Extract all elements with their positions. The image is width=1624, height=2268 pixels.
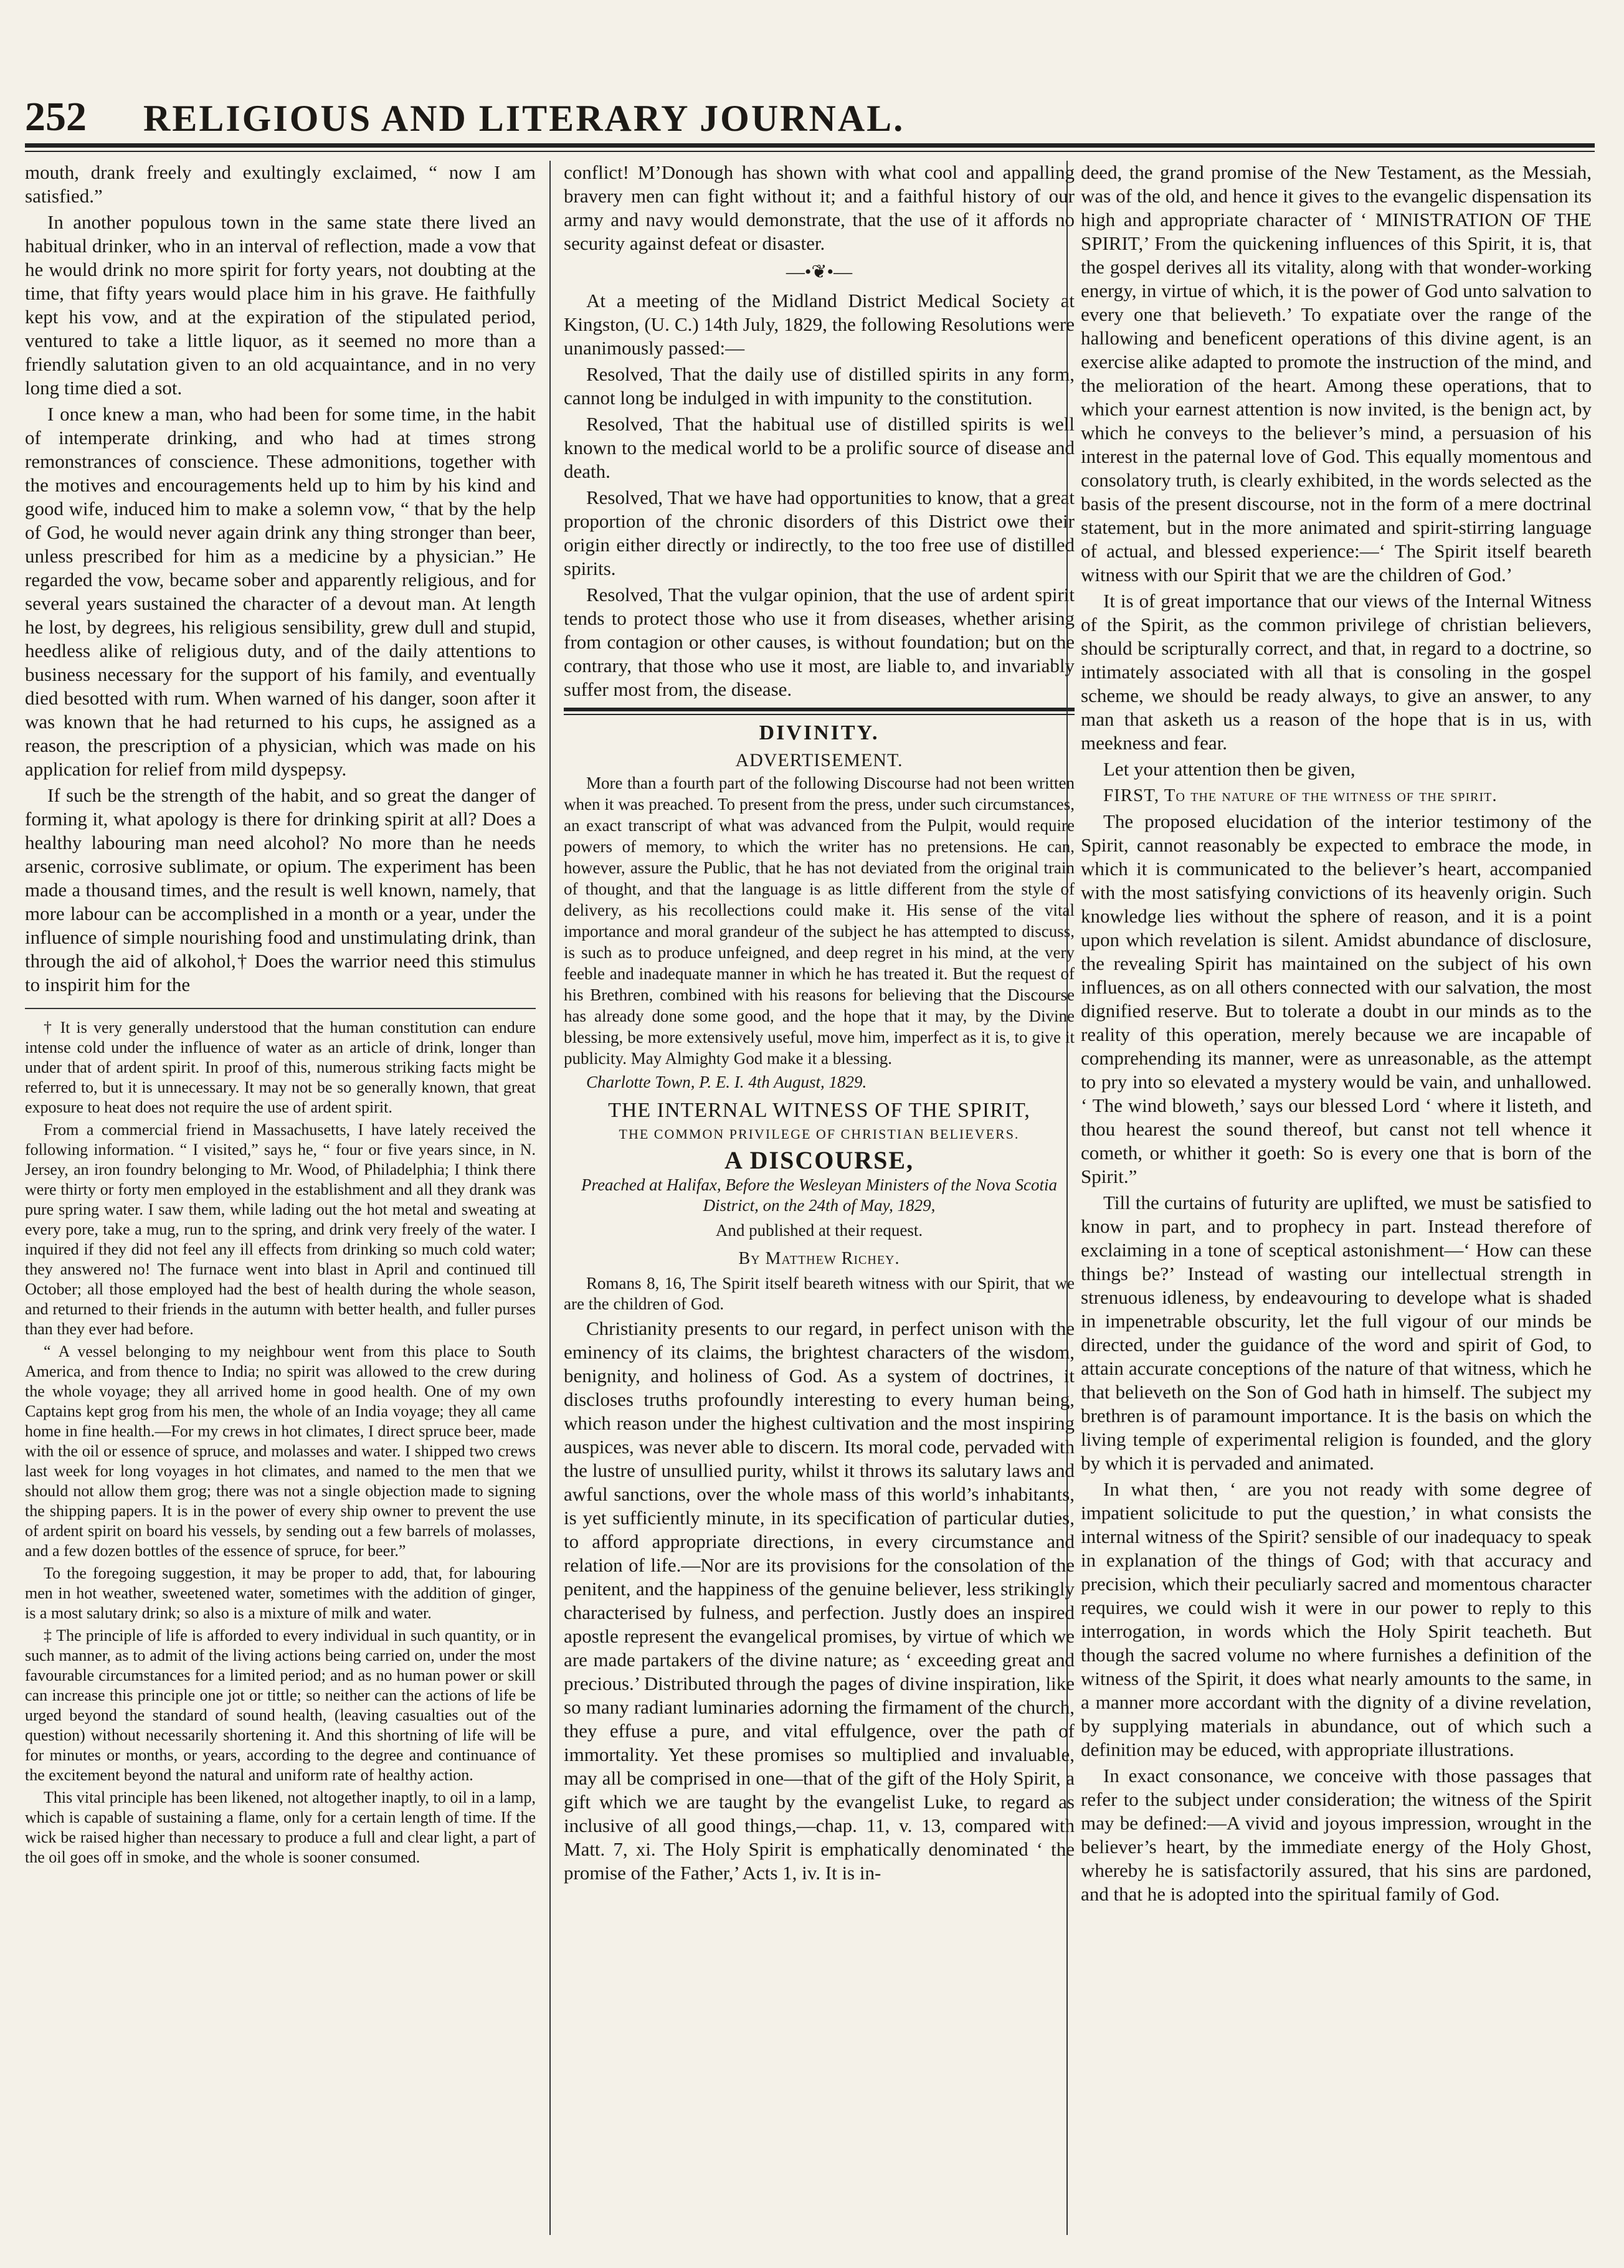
resolution: Resolved, That the vulgar opinion, that the use of ardent spirit tends to protect those who use it from diseases, whether arising from contagion or other causes, is without foundation; but on the contrary, that those who use it most, are liable to, and invariably suffer most from, the disease. <box>564 584 1075 700</box>
advertisement-text: More than a fourth part of the following Discourse had not been written when it was preached. To present from the press, under such circumstances, an exact transcript of what was advanced from the Pulpit, would require powers of memory, to which the writer has no pretensions. He can, however, assure the Public, that he has not deviated from the original train of thought, and that the language is as little different from the style of delivery, as his recollections could make it. His sense of the vital importance and moral grandeur of the subject he has attempted to discuss, is such as to produce unfeigned, and deep regret in his mind, at the very feeble and inadequate manner in which he has treated it. But the request of his Brethren, combined with his reasons for believing that the Discourse has already done some good, and the hope that it may, by the Divine blessing, be more extensively useful, move him, imperfect as it is, to give it publicity. May Almighty God make it a blessing. <box>564 774 1075 1068</box>
footnote: ‡ The principle of life is afforded to every individual in such quantity, or in such manner, as to admit of the living actions being carried on, under the most favourable circumstances for a limited period; and as no human power or skill can increase this principle one jot or tittle; so neither can the actions of life be urged beyond the standard of sound health, (leaving casualties out of the question) without necessarily shortening it. And this shortning of life will be for minutes or months, or years, according to the degree and continuance of the excitement beyond the natural and uniform rate of healthy action. <box>25 1626 536 1784</box>
column-3 <box>1081 161 1592 1909</box>
paragraph: If such be the strength of the habit, and so great the danger of forming it, what apology is there for drinking spirit at all? Does a healthy labouring man need alcohol? No more than he needs arsenic, corrosive sublimate, or opium. The experiment has been made a thousand times, and the result is well known, namely, that more labour can be accomplished in a month or a year, under the influence of simple nourishing food and unstimulating drink, than through the aid of alkohol,† Does the warrior need this stimulus to inspirit him for the <box>25 784 536 995</box>
footnote: This vital principle has been likened, not altogether inaptly, to oil in a lamp, which is capable of sustaining a flame, only for a certain length of time. If the wick be raised higher than necessary to produce a full and clear light, a part of the oil goes off in smoke, and the whole is sooner consumed. <box>25 1788 536 1866</box>
preached-note: Preached at Halifax, Before the Wesleyan Ministers of the Nova Scotia District, on the 24th of May, 1829, <box>581 1175 1058 1215</box>
sermon-title: THE INTERNAL WITNESS OF THE SPIRIT, <box>608 1099 1030 1122</box>
published-note: And published at their request. <box>715 1221 923 1240</box>
advertisement <box>564 772 1075 1093</box>
paragraph: In exact consonance, we conceive with those passages that refer to the subject under consideration; the witness of the Spirit may be defined:—A vivid and joyous impression, wrought in the believer’s heart, by the immediate energy of the Holy Ghost, whereby he is satisfactorily assured, that his sins are pardoned, and that he is adopted into the spiritual family of God. <box>1081 1765 1592 1905</box>
section-rule <box>564 708 1075 715</box>
resolution: At a meeting of the Midland District Medical Society at Kingston, (U. C.) 14th July, 1829, the following Resolutions were unanimously passed:— <box>564 290 1075 359</box>
paragraph: The proposed elucidation of the interior testimony of the Spirit, cannot reasonably be expected to embrace the mode, in which it is communicated to the believer’s heart, accompanied with the most satisfying convictions of its heavenly origin. Such knowledge lies without the sphere of reason, and it is a point upon which revelation is silent. Amidst abundance of disclosure, the revealing Spirit has maintained on the subject of his own influences, as on all others connected with our salvation, the most dignified reserve. But to tolerate a doubt in our minds as to the reality of this operation, merely because we are incapable of comprehending its manner, were as unreasonable, as the attempt to pry into so elevated a mystery would be vain, and unhallowed. ‘ The wind bloweth,’ says our blessed Lord ‘ where it listeth, and thou hearest the sound thereof, but canst not tell whence it cometh, or whither it goeth: So is every one that is born of the Spirit.” <box>1081 810 1592 1187</box>
page-number: 252 <box>25 94 87 140</box>
epigraph: Romans 8, 16, The Spirit itself beareth witness with our Spirit, that we are the children of God. <box>564 1274 1075 1313</box>
footnote: From a commercial friend in Massachusetts, I have lately received the following information. “ I visited,” says he, “ four or five years since, in N. Jersey, an iron foundry belonging to Mr. Wood, of Philadelphia; I think there were thirty or forty men employed in the establishment and all they drank was pure spring water. I saw them, while lading out the hot metal and sweating at every pore, take a mug, run to the spring, and drink very freely of the water. I inquired if they did not feel any ill effects from drinking so much cold water; they answered no! The furnace went into blast in April and continued till October; all those employed had the best of health during the whole season, and returned to their friends in the autumn with better health, and fuller purses than they ever had before. <box>25 1121 536 1338</box>
advertisement-title: ADVERTISEMENT. <box>735 750 903 771</box>
header-rule <box>25 143 1595 148</box>
footnote: “ A vessel belonging to my neighbour went from this place to South America, and from thence to India; no spirit was allowed to the crew during the whole voyage; they all arrived home in good health. One of my own Captains kept grog from his men, the whole of an India voyage; they all came home in fine health.—For my crews in hot climates, I direct spruce beer, made with the oil or essence of spruce, and molasses and water. I shipped two crews last week for long voyages in hot climates, and named to the men that we should not allow them grog; there was not a single objection made to signing the shipping papers. It is in the power of every ship owner to prevent the use of ardent spirit on board his vessels, by sending out a few barrels of molasses, and a few dozen bottles of the essence of spruce, for beer.” <box>25 1342 536 1560</box>
column-2 <box>564 161 1075 1887</box>
paragraph: conflict! M’Donough has shown with what cool and appalling bravery men can fight without it; and a faithful history of our army and navy would demonstrate, that the use of it affords no security against defeat or disaster. <box>564 161 1075 254</box>
paragraph: In what then, ‘ are you not ready with some degree of impatient solicitude to put the question,’ in what consists the internal witness of the Spirit? sensible of our inadequacy to speak in explanation of the things of God; with that accuracy and precision, which their peculiarly sacred and momentous character requires, we could wish it were in our power to reply to this interrogation, in words which the Holy Spirit teacheth. But though the sacred volume no where furnishes a definition of the witness of the Spirit, it does what nearly amounts to the same, in a manner more accordant with the dignity of a divine revelation, by supplying materials in abundance, out of which such a definition may be educed, with appropriate illustrations. <box>1081 1478 1592 1760</box>
paragraph: Till the curtains of futurity are uplifted, we must be satisfied to know in part, and to prophecy in part. Instead therefore of exclaiming in a tone of sceptical astonishment—‘ How can these things be?’ Instead of wasting our intellectual strength in strenuous idleness, by endeavouring to develope what is shaded in impenetrable obscurity, let the full vigour of our minds be directed, under the guidance of the word and spirit of God, to attain accurate conceptions of the nature of that witness, which he that believeth on the Son of God hath in himself. The subject my brethren is of paramount importance. It is the basis on which the living temple of experimental religion is founded, and the glory by which it is pervaded and animated. <box>1081 1192 1592 1474</box>
advertisement-dateline: Charlotte Town, P. E. I. 4th August, 1829. <box>586 1073 867 1091</box>
paragraph: mouth, drank freely and exultingly exclaimed, “ now I am satisfied.” <box>25 161 536 207</box>
footnote-separator <box>25 1008 536 1009</box>
paragraph: Let your attention then be given, <box>1103 758 1356 780</box>
section-title: DIVINITY. <box>759 721 880 744</box>
resolution: Resolved, That the daily use of distilled spirits in any form, cannot long be indulged in with impunity to the constitution. <box>564 363 1075 409</box>
resolution: Resolved, That the habitual use of distilled spirits is well known to the medical world to be a prolific source of disease and death. <box>564 413 1075 482</box>
header-rule-thin <box>25 151 1595 152</box>
paragraph: Christianity presents to our regard, in perfect unison with the eminency of its claims, the brightest characters of the wisdom, benignity, and holiness of God. As a system of doctrines, it discloses truths profoundly interesting to every human being, which reason under the highest cultivation and the most inspiring auspices, was never able to discern. Its moral code, pervaded with the lustre of unsullied purity, whilst it throws its salutary laws and awful sanctions, over the whole mass of this world’s inhabitants, is yet sufficiently minute, in its specification of particular duties, to afford appropriate directions, in every circumstance and relation of life.—Nor are its provisions for the consolation of the penitent, and the happiness of the genuine believer, less strikingly characterised by fulness, and perfection. Justly does an inspired apostle represent the evangelical promises, by virtue of which we are made partakers of the divine nature; as ‘ exceeding great and precious.’ Distributed through the pages of divine inspiration, like so many radiant luminaries adorning the firmament of the church, they effuse a pure, and vital effulgence, over the path of immortality. Yet these promises so multiplied and invaluable, may all be comprised in one—that of the gift of the Holy Spirit, a gift which we are taught by the evangelist Luke, to regard as inclusive of all good things,—chap. 11, v. 13, compared with Matt. 7, xi. The Holy Spirit is emphatically denominated ‘ the promise of the Father,’ Acts 1, iv. It is in- <box>564 1317 1075 1884</box>
ornament-divider: —•❦•— <box>786 262 853 282</box>
running-title: RELIGIOUS AND LITERARY JOURNAL. <box>143 98 905 139</box>
footnote: † It is very generally understood that the human constitution can endure intense cold under the influence of water as an article of drink, longer than under that of ardent spirit. In proof of this, numerous striking facts might be referred to, but it is unnecessary. It may not be so generally known, that great exposure to heat does not require the use of ardent spirit. <box>25 1018 536 1116</box>
author: By Matthew Richey. <box>738 1249 900 1268</box>
footnotes <box>25 1018 536 1867</box>
resolution: Resolved, That we have had opportunities to know, that a great proportion of the chronic disorders of this District owe their origin either directly or indirectly, to the too free use of distilled spirits. <box>564 486 1075 579</box>
column-divider <box>549 161 551 2235</box>
sermon-subtitle: THE COMMON PRIVILEGE OF CHRISTIAN BELIEVERS. <box>619 1126 1020 1142</box>
paragraph: I once knew a man, who had been for some time, in the habit of intemperate drinking, and who had at times strong remonstrances of conscience. These admonitions, together with the motives and encouragements held up to him by his kind and good wife, induced him to make a solemn vow, “ that by the help of God, he would never again drink any thing stronger than beer, unless prescribed for him as a medicine by a physician.” He regarded the vow, became sober and apparently religious, and for several years sustained the character of a devout man. At length he lost, by degrees, his religious sensibility, grew dull and stupid, heedless alike of religious duty, and of the daily attentions to business necessary for the support of his family, and eventually died besotted with rum. When warned of his danger, soon after it was known that he had returned to his cups, he assigned as a reason, the prescription of a physician, which was made on his application for relief from mild dyspepsy. <box>25 403 536 780</box>
column-1 <box>25 161 536 1870</box>
paragraph: deed, the grand promise of the New Testament, as the Messiah, was of the old, and hence it gives to the evangelic dispensation its high and appropriate character of ‘ MINISTRATION OF THE SPIRIT,’ From the quickening influences of this Spirit, it is, that the gospel derives all its vitality, along with that wonder-working energy, in virtue of which, it is the power of God unto salvation to every one that believeth.’ To expatiate over the range of the hallowing and beneficent operations of this divine agent, is an exercise alike adapted to promote the instruction of the mind, and the melioration of the heart. Among these operations, that to which your earnest attention is now invited, is the benign act, by which he conveys to the believer’s mind, a persuasion of his interest in the paternal love of God. This equally momentous and consolatory truth, is clearly exhibited, in the words selected as the basis of the present discourse, not in the form of a mere doctrinal statement, but in the more animated and spirit-stirring language of actual, and blessed experience:—‘ The Spirit itself beareth witness with our Spirit that we are the children of God.’ <box>1081 161 1592 586</box>
footnote: To the foregoing suggestion, it may be proper to add, that, for labouring men in hot weather, sweetened water, sometimes with the addition of ginger, is a most salutary drink; so also is a mixture of milk and water. <box>25 1564 536 1622</box>
paragraph: In another populous town in the same state there lived an habitual drinker, who in an interval of reflection, made a vow that he would drink no more spirit for forty years, not doubting at the time, that fifty years would place him in his grave. He faithfully kept his vow, and at the expiration of the stipulated period, ventured to take a little liquor, as it seemed no more than a friendly salutation given to an old acquaintance, and in no very long time died a sot. <box>25 211 536 399</box>
masthead <box>25 93 1595 140</box>
discourse-heading: A DISCOURSE, <box>724 1146 914 1174</box>
paragraph: It is of great importance that our views of the Internal Witness of the Spirit, as the common privilege of christian believers, should be scripturally correct, and that, in regard to a doctrine, so intimately associated with all that is consoling in the gospel scheme, we should be ready always, to give an answer, to any man that asketh us a reason of the hope that is in us, with meekness and fear. <box>1081 590 1592 754</box>
subheading: FIRST, To the nature of the witness of the spirit. <box>1103 785 1498 805</box>
